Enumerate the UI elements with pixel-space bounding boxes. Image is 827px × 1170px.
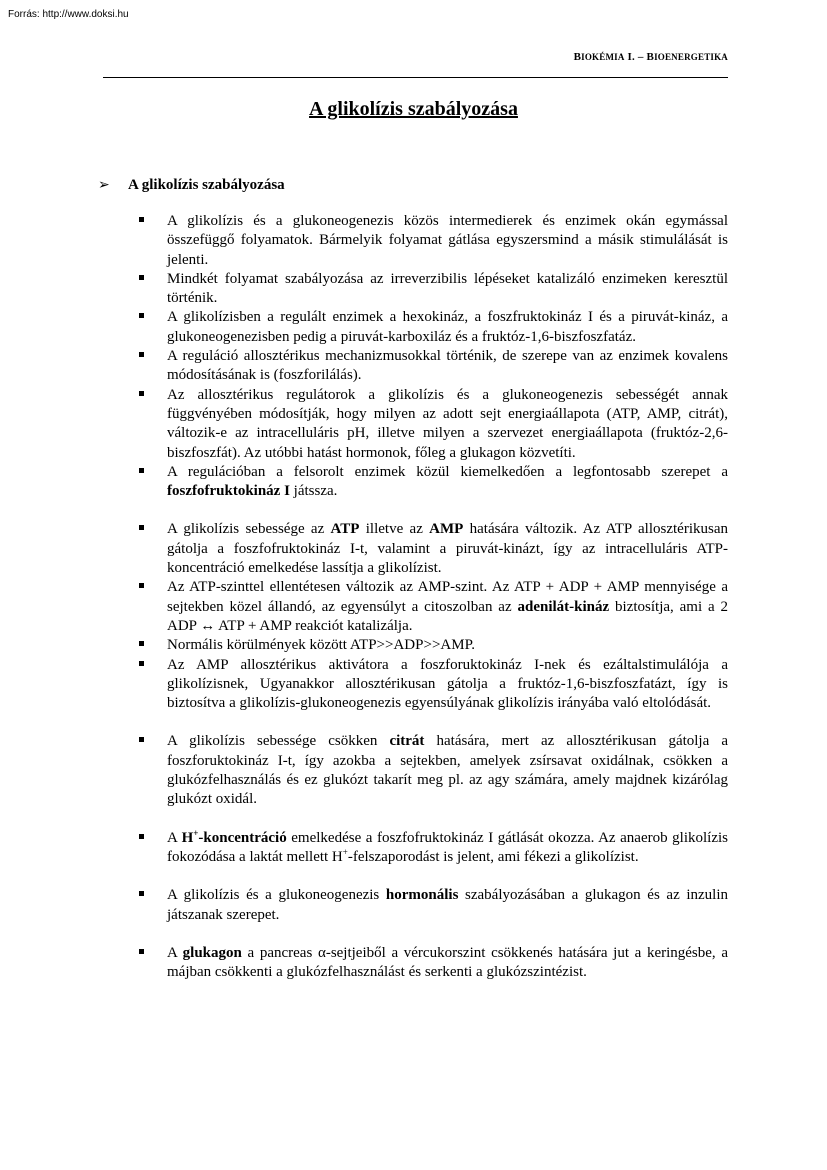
source-note: Forrás: http://www.doksi.hu [8, 9, 129, 20]
list-item: A glikolízis és a glukoneogenezis hormonális szabályozásában a glukagon és az inzulin játszanak szerepet. [0, 886, 728, 925]
square-bullet-icon [139, 275, 144, 280]
square-bullet-icon [139, 834, 144, 839]
square-bullet-icon [139, 661, 144, 666]
square-bullet-icon [139, 217, 144, 222]
square-bullet-icon [139, 525, 144, 530]
running-head: BIOKÉMIA I. – BIOENERGETIKA [573, 51, 728, 63]
header-rule [103, 77, 728, 78]
list-item: A reguláció allosztérikus mechanizmusokkal történik, de szerepe van az enzimek kovalens módosításának is (foszforilálás). [0, 347, 728, 386]
list-item: Mindkét folyamat szabályozása az irreverzibilis lépéseket katalizáló enzimeken keresztül történik. [0, 270, 728, 309]
list-item: A glikolízis sebessége az ATP illetve az AMP hatására változik. Az ATP allosztérikusan gátolja a foszfofruktokináz I-t, valamint a piruvát-kinázt, így az intracelluláris ATP-koncentráció emelkedése lassítja a glikolízist. [0, 520, 728, 578]
square-bullet-icon [139, 468, 144, 473]
square-bullet-icon [139, 583, 144, 588]
list-item: A glikolízis sebessége csökken citrát hatására, mert az allosztérikusan gátolja a foszforuktokináz I-t, így azokba a sejtekben, amelyek zsírsavat oxidálnak, csökken a glukózfelhasználás és ez glukózt takarít meg pl. az agy számára, amely majdnek kizárólag glukózt oxidál. [0, 732, 728, 809]
list-item: A H+-koncentráció emelkedése a foszfofruktokináz I gátlását okozza. Az anaerob glikolízis fokozódása a laktát mellett H+-felszaporodást is jelent, ami fékezi a glikolízist. [0, 829, 728, 868]
document-title: A glikolízis szabályozása [309, 98, 518, 120]
section-heading: A glikolízis szabályozása [128, 177, 285, 193]
list-item: Az allosztérikus regulátorok a glikolízis és a glukoneogenezis sebességét annak függvényében módosítják, hogy milyen az adott sejt energiaállapota (ATP, AMP, citrát), változik-e az intracelluláris pH, illetve milyen a szervezet energiaállapota (fruktóz-2,6-biszfoszfát). Az utóbbi hatást hormonok, főleg a glukagon közvetíti. [0, 386, 728, 463]
square-bullet-icon [139, 641, 144, 646]
list-item: A glukagon a pancreas α-sejtjeiből a vércukorszint csökkenés hatására jut a keringésbe, a májban csökkenti a glukózfelhasználást és serkenti a glukózszintézist. [0, 944, 728, 983]
square-bullet-icon [139, 391, 144, 396]
list-item: A regulációban a felsorolt enzimek közül kiemelkedően a legfontosabb szerepet a foszfofruktokináz I játssza. [0, 463, 728, 502]
square-bullet-icon [139, 949, 144, 954]
list-item: Az ATP-szinttel ellentétesen változik az AMP-szint. Az ATP + ADP + AMP mennyisége a sejtekben közel állandó, az egyensúlyt a citoszolban az adenilát-kináz biztosítja, ami a 2 ADP ↔ ATP + AMP reakciót katalizálja. [0, 578, 728, 636]
list-item: A glikolízisben a regulált enzimek a hexokináz, a foszfruktokináz I és a piruvát-kináz, a glukoneogenezisben pedig a piruvát-karboxiláz és a fruktóz-1,6-biszfoszfatáz. [0, 308, 728, 347]
square-bullet-icon [139, 313, 144, 318]
square-bullet-icon [139, 737, 144, 742]
square-bullet-icon [139, 352, 144, 357]
bullet-list [0, 212, 827, 982]
square-bullet-icon [139, 891, 144, 896]
list-item: Normális körülmények között ATP>>ADP>>AMP. [0, 636, 728, 655]
list-item: A glikolízis és a glukoneogenezis közös intermedierek és enzimek okán egymással összefüggő folyamatok. Bármelyik folyamat gátlása egyszersmind a másik stimulálását is jelenti. [0, 212, 728, 270]
list-item: Az AMP allosztérikus aktivátora a foszforuktokináz I-nek és ezáltalstimulálója a glikolízisnek, Ugyanakkor allosztérikusan gátolja a fruktóz-1,6-biszfoszfatázt, így is biztosítva a glikolízis-glukoneogenezis egyensúlyának glikolízis irányába való eltolódását. [0, 656, 728, 714]
arrow-bullet-icon: ➢ [98, 178, 110, 193]
